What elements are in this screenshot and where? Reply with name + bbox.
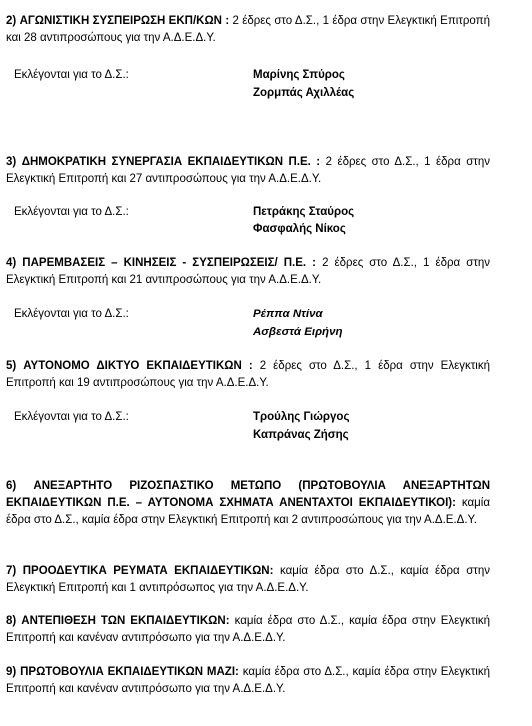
section-number: 9) (6, 666, 17, 678)
party-name: ΑΝΕΞΑΡΤΗΤΟ ΡΙΖΟΣΠΑΣΤΙΚΟ ΜΕΤΩΠΟ (ΠΡΩΤΟΒΟΥΛΙΑ ΑΝΕΞΑΡΤΗΤΩΝ ΕΚΠΑΙΔΕΥΤΙΚΩΝ Π.Ε. – ΑΥΤΟΝΟΜΑ ΣΧΗΜΑΤΑ ΑΝΕΝΤΑΧΤΟΙ ΕΚΠΑΙΔΕΥΤΙΚΟΙ): (6, 480, 491, 509)
seats-text: 2 έδρες στο Δ.Σ., 1 έδρα στην Ελεγκτική Επιτροπή και 19 αντιπροσώπους για την Α.Δ.Ε.Δ.Υ. (6, 360, 490, 389)
elected-label: Εκλέγονται για το Δ.Σ.: (14, 206, 129, 218)
section-number: 8) (6, 615, 17, 627)
seats-text: καμία έδρα στο Δ.Σ., καμία έδρα στην Ελεγκτική Επιτροπή και 1 αντιπρόσωπος για την Α.Δ.Ε.Δ.Υ. (6, 565, 490, 594)
party-name: ΠΑΡΕΜΒΑΣΕΙΣ – ΚΙΝΗΣΕΙΣ - ΣΥΣΠΕΙΡΩΣΕΙΣ/ Π.Ε. : (22, 257, 316, 269)
section-3 (6, 154, 490, 188)
section-number: 5) (6, 360, 17, 372)
elected-name: Καπράνας Ζήσης (253, 429, 349, 441)
section-4 (6, 255, 490, 289)
elected-label: Εκλέγονται για το Δ.Σ.: (14, 411, 129, 423)
elected-name: Ασβεστά Ειρήνη (253, 326, 343, 338)
elected-name: Μαρίνης Σπύρος (253, 69, 345, 81)
seats-text: καμία έδρα στο Δ.Σ., καμία έδρα στην Ελεγκτική Επιτροπή και 2 αντιπροσώπους για την Α.Δ.Ε.Δ.Υ. (6, 497, 491, 526)
elected-name: Τρούλης Γιώργος (253, 411, 350, 423)
party-name: ΑΝΤΕΠΙΘΕΣΗ ΤΩΝ ΕΚΠΑΙΔΕΥΤΙΚΩΝ: (21, 615, 230, 627)
section-2 (6, 13, 490, 47)
seats-text: 2 έδρες στο Δ.Σ., 1 έδρα στην Ελεγκτική Επιτροπή και 27 αντιπροσώπους για την Α.Δ.Ε.Δ.Υ. (6, 156, 490, 185)
section-7 (6, 563, 490, 597)
seats-text: 2 έδρες στο Δ.Σ., 1 έδρα στην Ελεγκτική Επιτροπή και 21 αντιπροσώπους για την Α.Δ.Ε.Δ.Υ. (6, 257, 491, 286)
section-paragraph (6, 358, 490, 392)
elected-name: Πετράκης Σταύρος (253, 206, 355, 218)
party-name: ΠΡΩΤΟΒΟΥΛΙΑ ΕΚΠΑΙΔΕΥΤΙΚΩΝ ΜΑΖΙ: (20, 666, 239, 678)
seats-text: καμία έδρα στο Δ.Σ., καμία έδρα στην Ελεγκτική Επιτροπή και κανέναν αντιπρόσωπο για την Α.Δ.Ε.Δ.Υ. (6, 615, 491, 644)
section-paragraph (6, 664, 490, 698)
section-number: 7) (6, 565, 17, 577)
section-paragraph (6, 563, 490, 597)
section-number: 6) (6, 480, 17, 492)
section-paragraph (6, 613, 490, 647)
section-number: 4) (6, 257, 17, 269)
elected-name: Φασφαλής Νίκος (253, 223, 346, 235)
party-name: ΠΡΟΟΔΕΥΤΙΚΑ ΡΕΥΜΑΤΑ ΕΚΠΑΙΔΕΥΤΙΚΩΝ: (22, 565, 274, 577)
elected-label: Εκλέγονται για το Δ.Σ.: (14, 308, 129, 320)
party-name: ΑΓΩΝΙΣΤΙΚΗ ΣΥΣΠΕΙΡΩΣΗ ΕΚΠ/ΚΩΝ : (19, 15, 230, 27)
seats-text: 2 έδρες στο Δ.Σ., 1 έδρα στην Ελεγκτική Επιτροπή και 28 αντιπροσώπους για την Α.Δ.Ε.Δ.Υ. (6, 15, 490, 44)
party-name: ΑΥΤΟΝΟΜΟ ΔΙΚΤΥΟ ΕΚΠΑΙΔΕΥΤΙΚΩΝ : (23, 360, 253, 372)
section-paragraph (6, 13, 490, 47)
section-9 (6, 664, 490, 698)
section-paragraph (6, 478, 490, 529)
section-6 (6, 478, 490, 529)
section-number: 3) (6, 156, 17, 168)
seats-text: καμία έδρα στο Δ.Σ., καμία έδρα στην Ελεγκτική Επιτροπή και κανέναν αντιπρόσωπο για την Α.Δ.Ε.Δ.Υ. (6, 666, 490, 695)
party-name: ΔΗΜΟΚΡΑΤΙΚΗ ΣΥΝΕΡΓΑΣΙΑ ΕΚΠΑΙΔΕΥΤΙΚΩΝ Π.Ε. : (21, 156, 321, 168)
section-number: 2) (6, 15, 17, 27)
elected-name: Ρέππα Ντίνα (253, 308, 323, 320)
section-8 (6, 613, 490, 647)
section-5 (6, 358, 490, 392)
section-paragraph (6, 154, 490, 188)
section-paragraph (6, 255, 490, 289)
elected-label: Εκλέγονται για το Δ.Σ.: (14, 69, 129, 81)
elected-name: Ζορμπάς Αχιλλέας (253, 87, 355, 99)
